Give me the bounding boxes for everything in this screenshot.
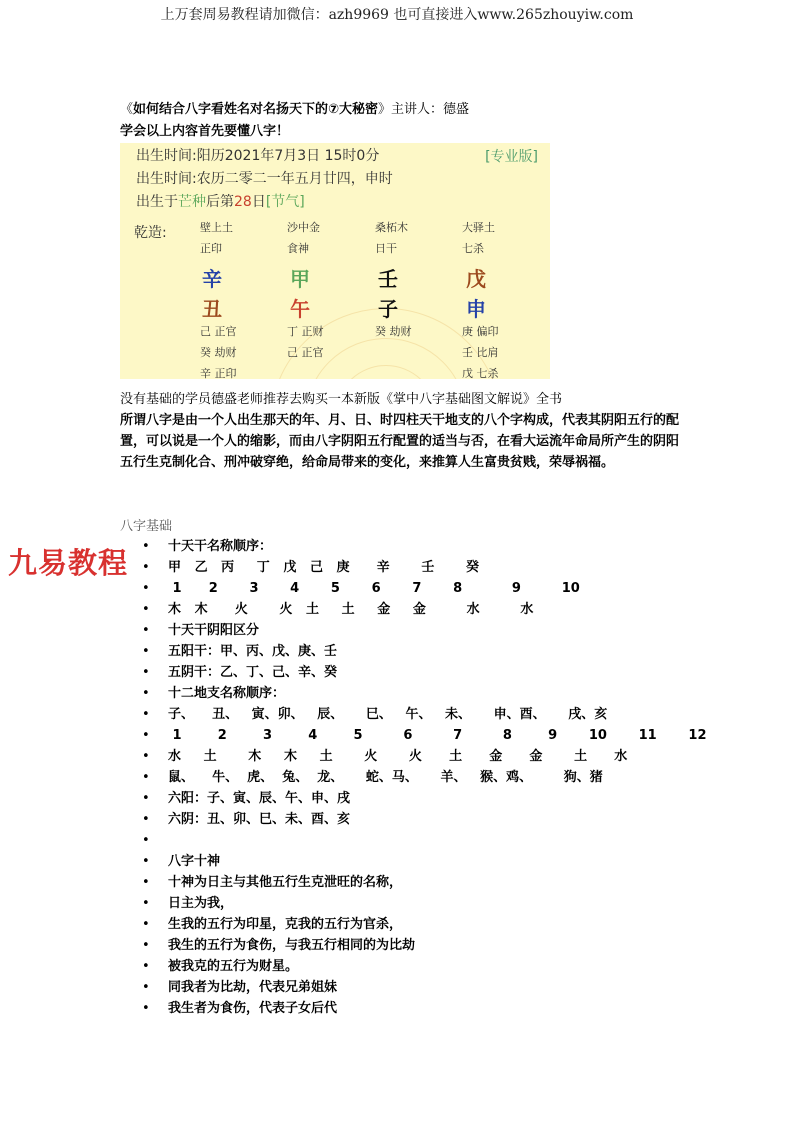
list-item: • 我生的五行为食伤，与我五行相同的为比劫: [140, 935, 706, 956]
list-item: • 十天干名称顺序：: [140, 536, 706, 557]
qianzao-label: 乾造:: [134, 225, 167, 241]
list-item: • 同我者为比劫，代表兄弟姐妹: [140, 977, 706, 998]
pillar-4-hidden-3: 戊 七杀: [462, 367, 499, 379]
bullet-icon: •: [142, 1001, 150, 1016]
page-header: 上万套周易教程请加微信：azh9969 也可直接进入www.265zhouyiw.com: [160, 7, 634, 23]
pillar-2-stem: 甲: [290, 267, 310, 291]
list-item: • 子、 丑、 寅、卯、 辰、 巳、 午、 未、 申、酉、 戌、亥: [140, 704, 706, 725]
pillar-4-shishen: 七杀: [462, 242, 484, 255]
bazi-chart: [120, 143, 550, 379]
list-item: • 十二地支名称顺序：: [140, 683, 706, 704]
bazi-basics-list: [140, 536, 706, 1019]
pillar-3-hidden-1: 癸 劫财: [375, 325, 412, 338]
bazi-definition-paragraph: 所谓八字是由一个人出生那天的年、月、日、时四柱天干地支的八个字构成，代表其阴阳五行的配置，可以说是一个人的缩影，而由八字阴阳五行配置的适当与否，在看大运流年命局所产生的阴阳五行生克制化合、刑冲破穿绝，给命局带来的变化，来推算人生富贵贫贱，荣辱祸福。: [120, 413, 680, 470]
list-item: • 五阳干：甲、丙、戊、庚、壬: [140, 641, 706, 662]
list-item: • 鼠、 牛、 虎、 兔、 龙、 蛇、马、 羊、 猴、鸡、 狗、猪: [140, 767, 706, 788]
list-item: • 水 土 木 木 土 火 火 土 金 金 土 水: [140, 746, 706, 767]
pillar-2-nayin: 沙中金: [287, 221, 320, 234]
bullet-icon: •: [142, 938, 150, 953]
list-item: • 1 2 3 4 5 6 7 8 9 10 11 12: [140, 725, 706, 746]
pillar-4-hidden-2: 壬 比肩: [462, 346, 499, 359]
title-main: 如何结合八字看姓名对名扬天下的⑦大秘密: [133, 102, 379, 117]
pillar-3-stem: 壬: [378, 267, 398, 291]
pillar-3-shishen: 日干: [375, 242, 397, 255]
pillar-4-branch: 申: [466, 297, 486, 321]
list-item: • 甲 乙 丙 丁 戊 己 庚 辛 壬 癸: [140, 557, 706, 578]
pillar-1-shishen: 正印: [200, 242, 222, 255]
lecture-title: [120, 98, 469, 117]
list-item: • 1 2 3 4 5 6 7 8 9 10: [140, 578, 706, 599]
birth-lunar: 出生时间:农历二零二一年五月廿四，申时: [136, 171, 393, 187]
pillar-4-hidden-1: 庚 偏印: [462, 325, 499, 338]
list-item: • 我生者为食伤，代表子女后代: [140, 998, 706, 1019]
subtitle: 学会以上内容首先要懂八字！: [120, 124, 290, 139]
bullet-icon: •: [142, 791, 150, 806]
pillar-2-hidden-2: 己 正官: [287, 346, 324, 359]
bullet-icon: •: [142, 812, 150, 827]
bullet-icon: •: [142, 602, 150, 617]
bullet-icon: •: [142, 854, 150, 869]
bullet-icon: •: [142, 581, 150, 596]
list-item: • 十神为日主与其他五行生克泄旺的名称，: [140, 872, 706, 893]
bullet-icon: •: [142, 707, 150, 722]
list-item: • 十天干阴阳区分: [140, 620, 706, 641]
after-mid: 后第: [206, 194, 234, 210]
title-speaker: 》主讲人：德盛: [378, 102, 470, 117]
list-item: • 被我克的五行为财星。: [140, 956, 706, 977]
bullet-icon: •: [142, 686, 150, 701]
list-item: • 六阳：子、寅、辰、午、申、戌: [140, 788, 706, 809]
bullet-icon: •: [142, 875, 150, 890]
watermark: 九易教程: [8, 546, 129, 580]
solar-term-tag: [节气]: [265, 194, 305, 210]
pillar-2-hidden-1: 丁 正财: [287, 325, 324, 338]
after-suffix: 日: [251, 194, 266, 210]
pillar-3-nayin: 桑柘木: [375, 221, 408, 234]
title-open-bracket: 《: [120, 102, 134, 117]
list-item: • 日主为我，: [140, 893, 706, 914]
list-item: • 八字十神: [140, 851, 706, 872]
solar-term-line: [136, 191, 305, 211]
bullet-icon: •: [142, 770, 150, 785]
list-item: • 五阴干：乙、丁、己、辛、癸: [140, 662, 706, 683]
bullet-icon: •: [142, 980, 150, 995]
bullet-icon: •: [142, 560, 150, 575]
pillar-1-stem: 辛: [202, 267, 222, 291]
pillar-1-hidden-1: 己 正官: [200, 325, 237, 338]
pillar-4-nayin: 大驿土: [462, 221, 495, 234]
bullet-icon: •: [142, 728, 150, 743]
bullet-icon: •: [142, 623, 150, 638]
section-title: 八字基础: [120, 519, 173, 534]
list-item: [140, 830, 706, 851]
list-item: • 生我的五行为印星，克我的五行为官杀，: [140, 914, 706, 935]
pillar-2-branch: 午: [290, 297, 310, 321]
pillar-1-nayin: 壁上土: [200, 221, 233, 234]
after-prefix: 出生于: [136, 194, 178, 210]
bullet-icon: •: [142, 833, 150, 848]
pro-version-badge[interactable]: [专业版]: [485, 149, 538, 165]
pillar-1-hidden-2: 癸 劫财: [200, 346, 237, 359]
birth-solar: 出生时间:阳历2021年7月3日 15时0分: [136, 148, 380, 164]
bullet-icon: •: [142, 917, 150, 932]
bullet-icon: •: [142, 644, 150, 659]
bullet-icon: •: [142, 959, 150, 974]
solar-term: 芒种: [178, 194, 206, 210]
list-item: • 木 木 火 火 土 土 金 金 水 水: [140, 599, 706, 620]
pillar-1-branch: 丑: [202, 297, 222, 321]
pillar-3-branch: 子: [378, 297, 398, 321]
bullet-icon: •: [142, 896, 150, 911]
bullet-icon: •: [142, 665, 150, 680]
list-item: • 六阴：丑、卯、巳、未、酉、亥: [140, 809, 706, 830]
book-recommendation: 没有基础的学员德盛老师推荐去购买一本新版《掌中八字基础图文解说》全书: [120, 392, 563, 407]
bullet-icon: •: [142, 539, 150, 554]
days-after: 28: [234, 194, 252, 210]
pillar-4-stem: 戊: [466, 267, 486, 291]
pillar-2-shishen: 食神: [287, 242, 309, 255]
pillar-1-hidden-3: 辛 正印: [200, 367, 237, 379]
bullet-icon: •: [142, 749, 150, 764]
